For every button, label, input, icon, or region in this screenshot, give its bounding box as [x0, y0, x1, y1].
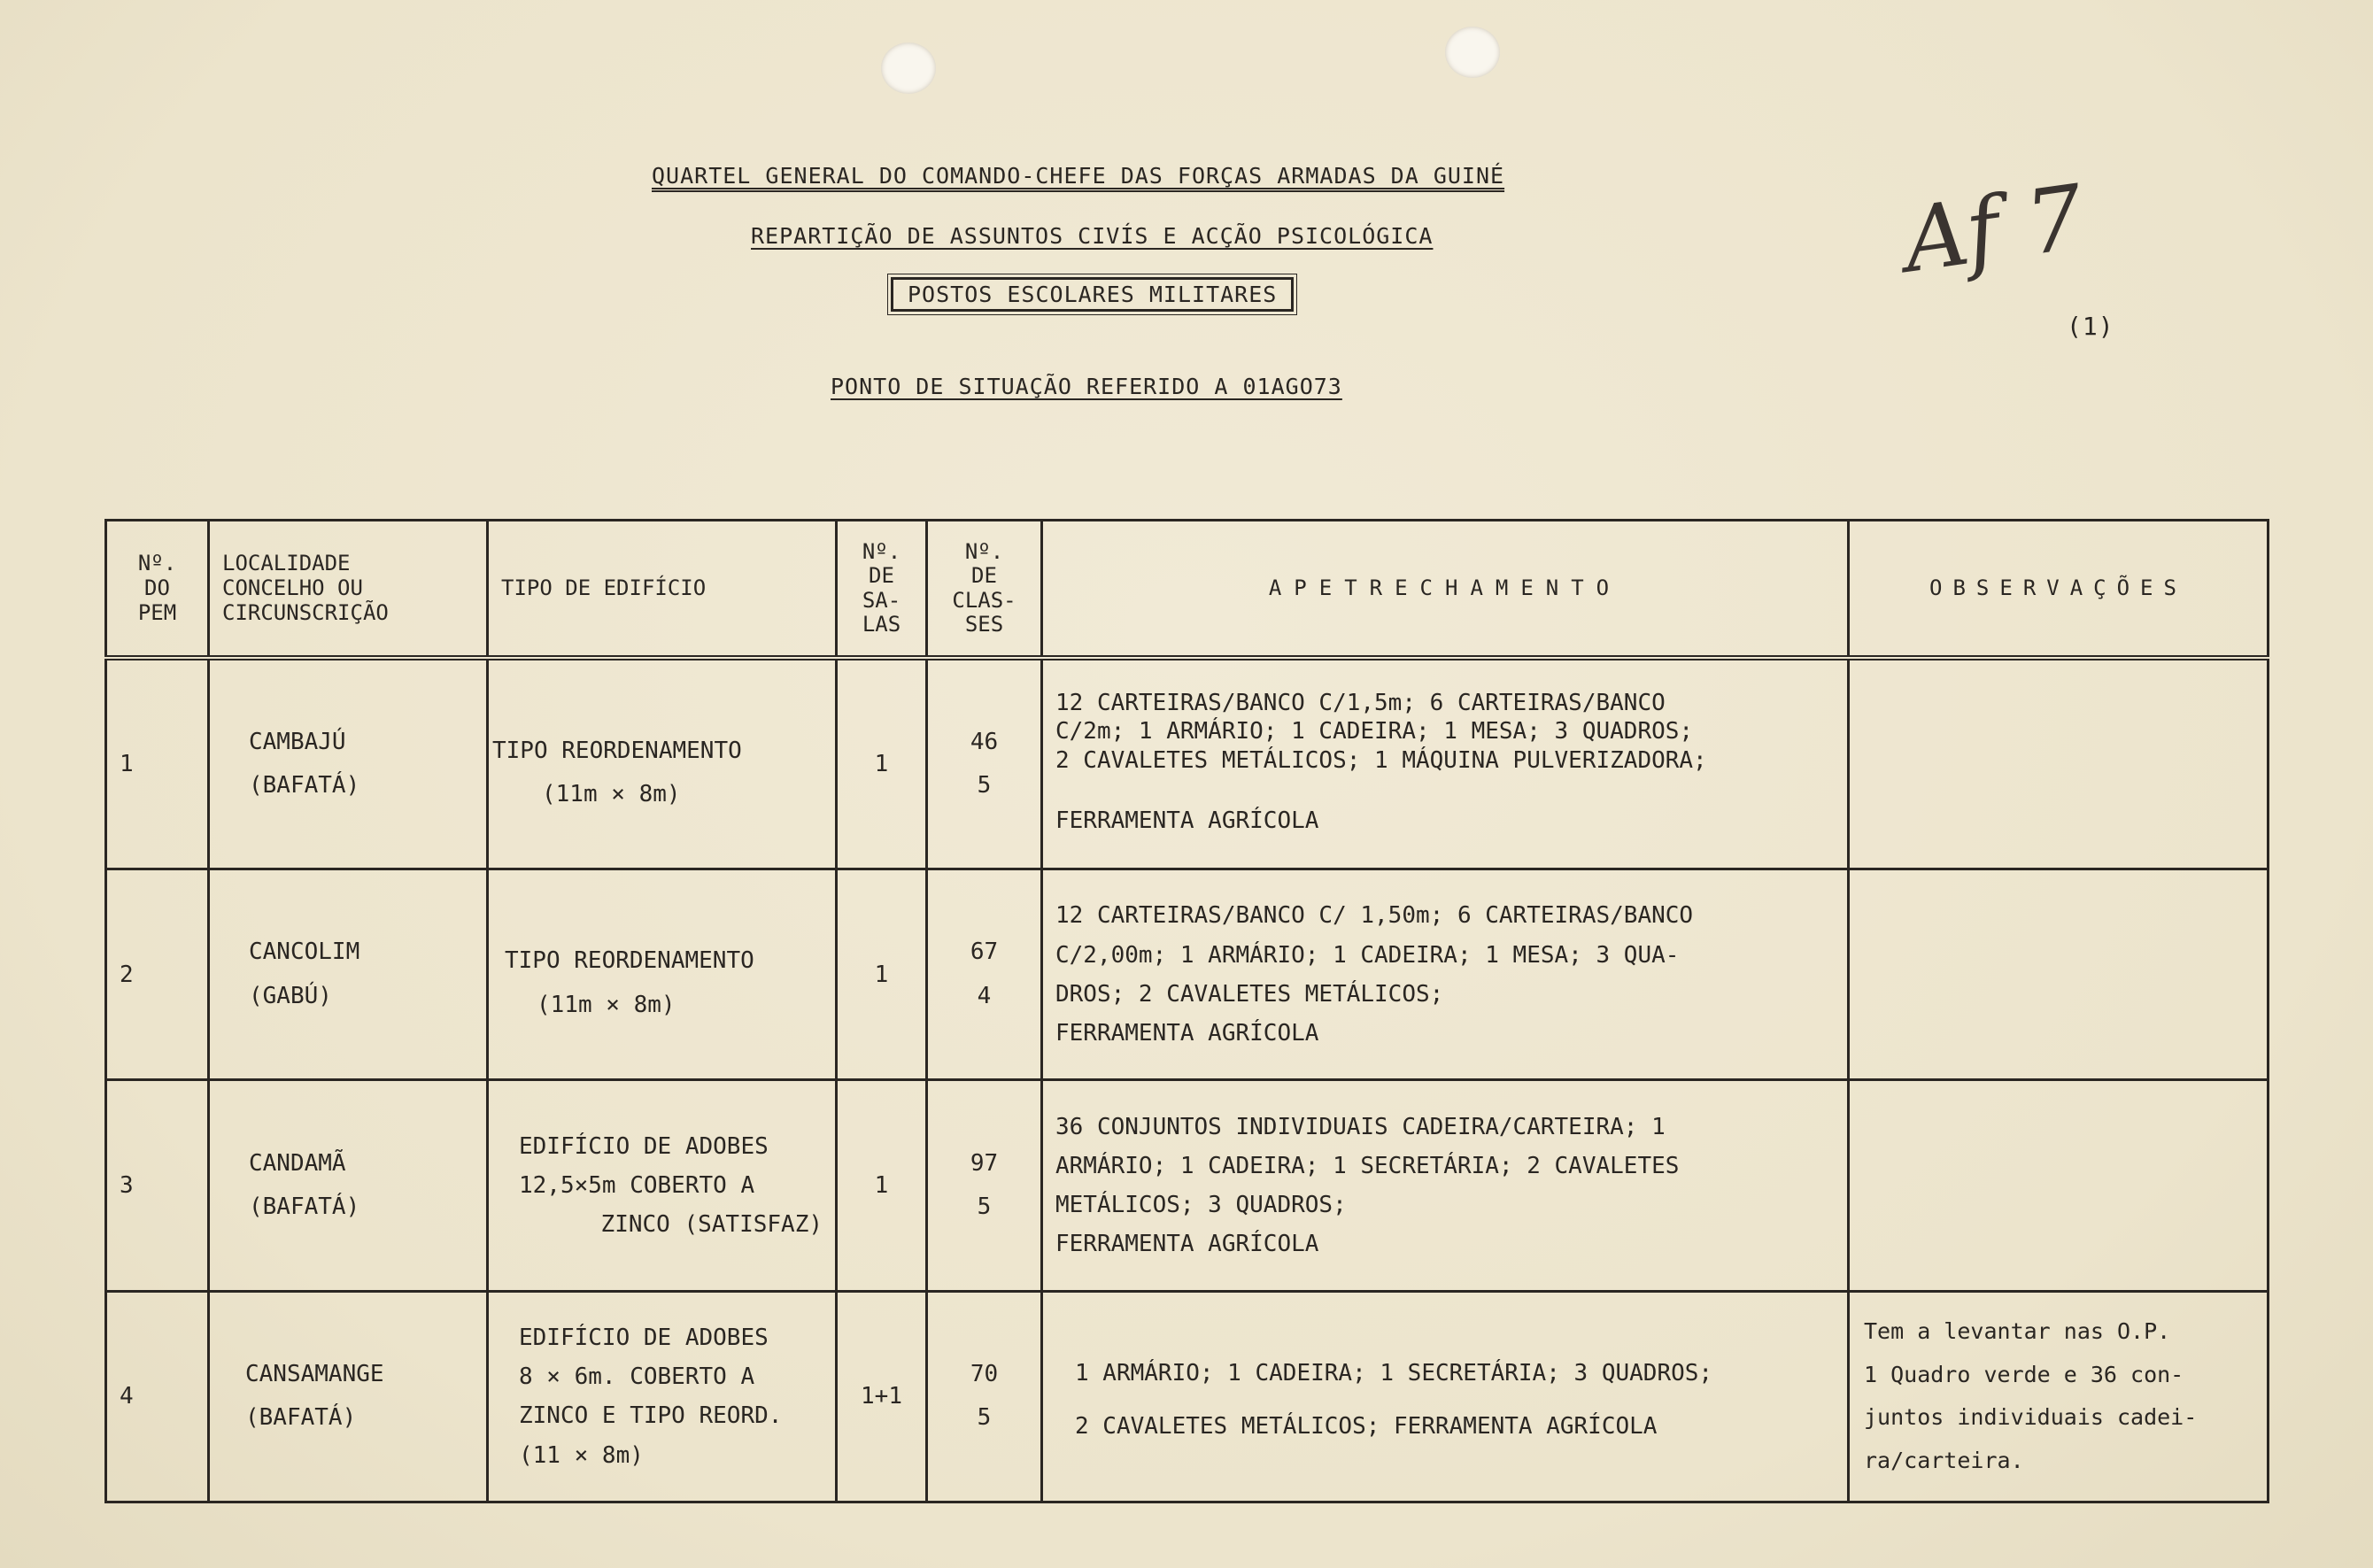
- row-equipment: 1 ARMÁRIO; 1 CADEIRA; 1 SECRETÁRIA; 3 QUADROS; 2 CAVALETES METÁLICOS; FERRAMENTA AGRÍCOLA: [1042, 1291, 1849, 1502]
- row-rooms: 1: [837, 658, 927, 869]
- header-line-2: REPARTIÇÃO DE ASSUNTOS CIVÍS E ACÇÃO PSICOLÓGICA: [751, 223, 1434, 249]
- row-rooms: 1+1: [837, 1291, 927, 1502]
- col-header-classes: Nº. DE CLAS- SES: [927, 521, 1042, 659]
- school-posts-table: [104, 519, 2269, 1503]
- row-classes: 97 5: [927, 1080, 1042, 1291]
- row-observations: Tem a levantar nas O.P. 1 Quadro verde e 36 con- juntos individuais cadei- ra/carteira.: [1849, 1291, 2269, 1502]
- col-header-rooms: Nº. DE SA- LAS: [837, 521, 927, 659]
- row-building: TIPO REORDENAMENTO (11m × 8m): [488, 869, 837, 1080]
- table-header-row: [106, 521, 2269, 659]
- row-equipment: 12 CARTEIRAS/BANCO C/ 1,50m; 6 CARTEIRAS/BANCO C/2,00m; 1 ARMÁRIO; 1 CADEIRA; 1 MESA; 3 QUA- DROS; 2 CAVALETES METÁLICOS; FERRAMENTA AGRÍCOLA: [1042, 869, 1849, 1080]
- col-header-observations: OBSERVAÇÕES: [1849, 521, 2269, 659]
- row-rooms: 1: [837, 1080, 927, 1291]
- page-number: (1): [2067, 312, 2114, 341]
- row-building: EDIFÍCIO DE ADOBES 8 × 6m. COBERTO A ZINCO E TIPO REORD. (11 × 8m): [488, 1291, 837, 1502]
- col-header-building: TIPO DE EDIFÍCIO: [488, 521, 837, 659]
- row-number: 2: [106, 869, 209, 1080]
- row-number: 3: [106, 1080, 209, 1291]
- table-row: [106, 869, 2269, 1080]
- row-locality: CAMBAJÚ (BAFATÁ): [209, 658, 488, 869]
- row-building: TIPO REORDENAMENTO (11m × 8m): [488, 658, 837, 869]
- row-number: 4: [106, 1291, 209, 1502]
- row-locality: CANCOLIM (GABÚ): [209, 869, 488, 1080]
- punch-hole: [1445, 27, 1500, 78]
- col-header-locality: LOCALIDADE CONCELHO OU CIRCUNSCRIÇÃO: [209, 521, 488, 659]
- table-row: [106, 1080, 2269, 1291]
- status-date-line: PONTO DE SITUAÇÃO REFERIDO A 01AGO73: [831, 374, 1342, 399]
- row-rooms: 1: [837, 869, 927, 1080]
- row-locality: CANDAMÃ (BAFATÁ): [209, 1080, 488, 1291]
- row-equipment: 12 CARTEIRAS/BANCO C/1,5m; 6 CARTEIRAS/BANCO C/2m; 1 ARMÁRIO; 1 CADEIRA; 1 MESA; 3 QUADROS; 2 CAVALETES METÁLICOS; 1 MÁQUINA PULVERIZADORA; FERRAMENTA AGRÍCOLA: [1042, 658, 1849, 869]
- handwritten-initials: Af 7: [1897, 165, 2091, 293]
- row-observations: [1849, 869, 2269, 1080]
- row-classes: 70 5: [927, 1291, 1042, 1502]
- row-classes: 67 4: [927, 869, 1042, 1080]
- header-boxed-title: POSTOS ESCOLARES MILITARES: [891, 282, 1294, 307]
- punch-hole: [881, 42, 936, 94]
- row-classes: 46 5: [927, 658, 1042, 869]
- col-header-equipment: APETRECHAMENTO: [1042, 521, 1849, 659]
- table-row: [106, 1291, 2269, 1502]
- row-observations: [1849, 658, 2269, 869]
- row-number: 1: [106, 658, 209, 869]
- col-header-number: Nº. DO PEM: [106, 521, 209, 659]
- row-building: EDIFÍCIO DE ADOBES 12,5×5m COBERTO A ZINCO (SATISFAZ): [488, 1080, 837, 1291]
- header-line-1: QUARTEL GENERAL DO COMANDO-CHEFE DAS FORÇAS ARMADAS DA GUINÉ: [652, 163, 1505, 189]
- row-equipment: 36 CONJUNTOS INDIVIDUAIS CADEIRA/CARTEIRA; 1 ARMÁRIO; 1 CADEIRA; 1 SECRETÁRIA; 2 CAVALETES METÁLICOS; 3 QUADROS; FERRAMENTA AGRÍCOLA: [1042, 1080, 1849, 1291]
- table-row: [106, 658, 2269, 869]
- row-observations: [1849, 1080, 2269, 1291]
- row-locality: CANSAMANGE (BAFATÁ): [209, 1291, 488, 1502]
